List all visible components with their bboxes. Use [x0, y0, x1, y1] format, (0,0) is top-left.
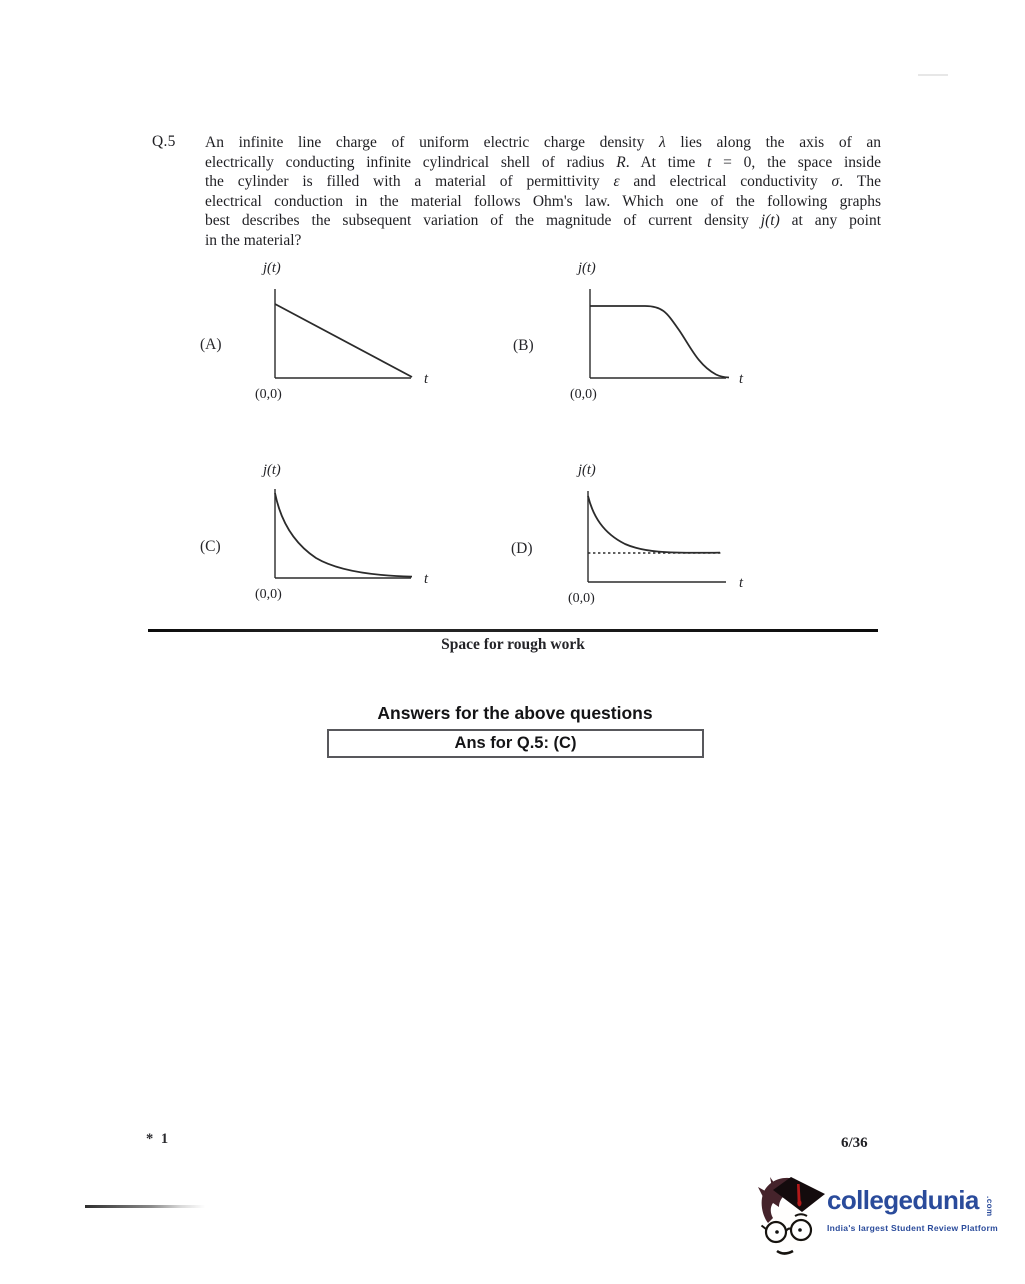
origin-label: (0,0) — [570, 387, 597, 402]
answer-box: Ans for Q.5: (C) — [327, 729, 704, 758]
math-symbol-R: R — [616, 153, 626, 171]
option-label-a: (A) — [200, 336, 222, 353]
question-text-segment: An infinite line charge of uniform electric charge density — [205, 134, 660, 151]
y-axis-label: j(t) — [263, 462, 281, 478]
question-text-segment: . At time — [625, 153, 708, 171]
section-divider-line — [148, 629, 878, 632]
x-axis-label: t — [424, 571, 429, 587]
question-text-segment: and electrical conductivity — [619, 173, 832, 191]
question-text-segment: the cylinder is filled with a material of permittivity — [205, 173, 614, 191]
x-axis-arrow-icon — [725, 578, 734, 585]
x-axis-arrow-icon — [410, 374, 419, 381]
x-axis-label: t — [739, 575, 744, 591]
question-line — [205, 172, 881, 192]
question-text — [205, 133, 881, 251]
scan-artifact-line-bottom — [85, 1205, 205, 1208]
scan-artifact-line-top — [918, 74, 948, 76]
graph-option-d — [553, 460, 753, 608]
question-line — [205, 153, 881, 173]
question-text-segment: at any point — [779, 212, 881, 230]
origin-label: (0,0) — [568, 591, 595, 606]
y-axis-arrow-icon — [584, 483, 591, 493]
math-symbol-t: t — [707, 153, 712, 171]
math-symbol-lambda: λ — [659, 134, 666, 151]
y-axis-arrow-icon — [586, 281, 593, 291]
question-text-segment: lies along the axis of an — [665, 134, 882, 151]
graph-option-a — [240, 256, 440, 404]
curve-decay-to-asymptote — [588, 496, 720, 553]
rough-work-label: Space for rough work — [441, 636, 585, 653]
x-axis-label: t — [424, 371, 429, 387]
y-axis-arrow-icon — [271, 481, 278, 491]
origin-label: (0,0) — [255, 587, 282, 602]
question-number: Q.5 — [152, 133, 176, 150]
question-text-segment: electrically conducting infinite cylindrical shell of radius — [205, 153, 617, 171]
math-symbol-epsilon: ε — [613, 173, 620, 191]
y-axis-label: j(t) — [578, 260, 596, 276]
math-symbol-sigma: σ — [831, 173, 840, 191]
question-line — [205, 231, 881, 251]
question-text-segment: best describes the subsequent variation of the magnitude of current density — [205, 212, 761, 230]
collegedunia-mascot-icon — [755, 1174, 833, 1260]
answers-heading: Answers for the above questions — [377, 703, 653, 723]
collegedunia-tld-text: .com — [985, 1196, 994, 1217]
origin-label: (0,0) — [255, 387, 282, 402]
graph-option-b — [553, 256, 753, 404]
question-line — [205, 133, 881, 153]
collegedunia-tagline: India's largest Student Review Platform — [827, 1223, 999, 1233]
question-line — [205, 211, 881, 231]
option-label-b: (B) — [513, 337, 534, 354]
curve-sigmoid-decay — [590, 306, 729, 378]
curve-linear-decay — [275, 304, 412, 377]
y-axis-label: j(t) — [578, 462, 596, 478]
option-label-c: (C) — [200, 538, 221, 555]
question-text-segment: in the material? — [205, 231, 302, 249]
question-text-segment: . The — [839, 173, 881, 191]
option-label-d: (D) — [511, 540, 533, 557]
math-symbol-jt: j(t) — [760, 212, 780, 230]
question-text-segment: = 0, the space inside — [711, 153, 881, 171]
curve-exponential-decay — [275, 493, 412, 577]
question-text-segment: electrical conduction in the material follows Ohm's law. Which one of the following graphs — [205, 192, 881, 210]
collegedunia-brand-text: collegedunia — [827, 1185, 979, 1215]
page-number: 6/36 — [841, 1135, 868, 1151]
y-axis-label: j(t) — [263, 260, 281, 276]
y-axis-arrow-icon — [271, 281, 278, 291]
x-axis-arrow-icon — [410, 574, 419, 581]
footer-left-mark: * 1 — [146, 1131, 171, 1147]
x-axis-label: t — [739, 371, 744, 387]
question-line — [205, 192, 881, 212]
graph-option-c — [240, 460, 440, 608]
